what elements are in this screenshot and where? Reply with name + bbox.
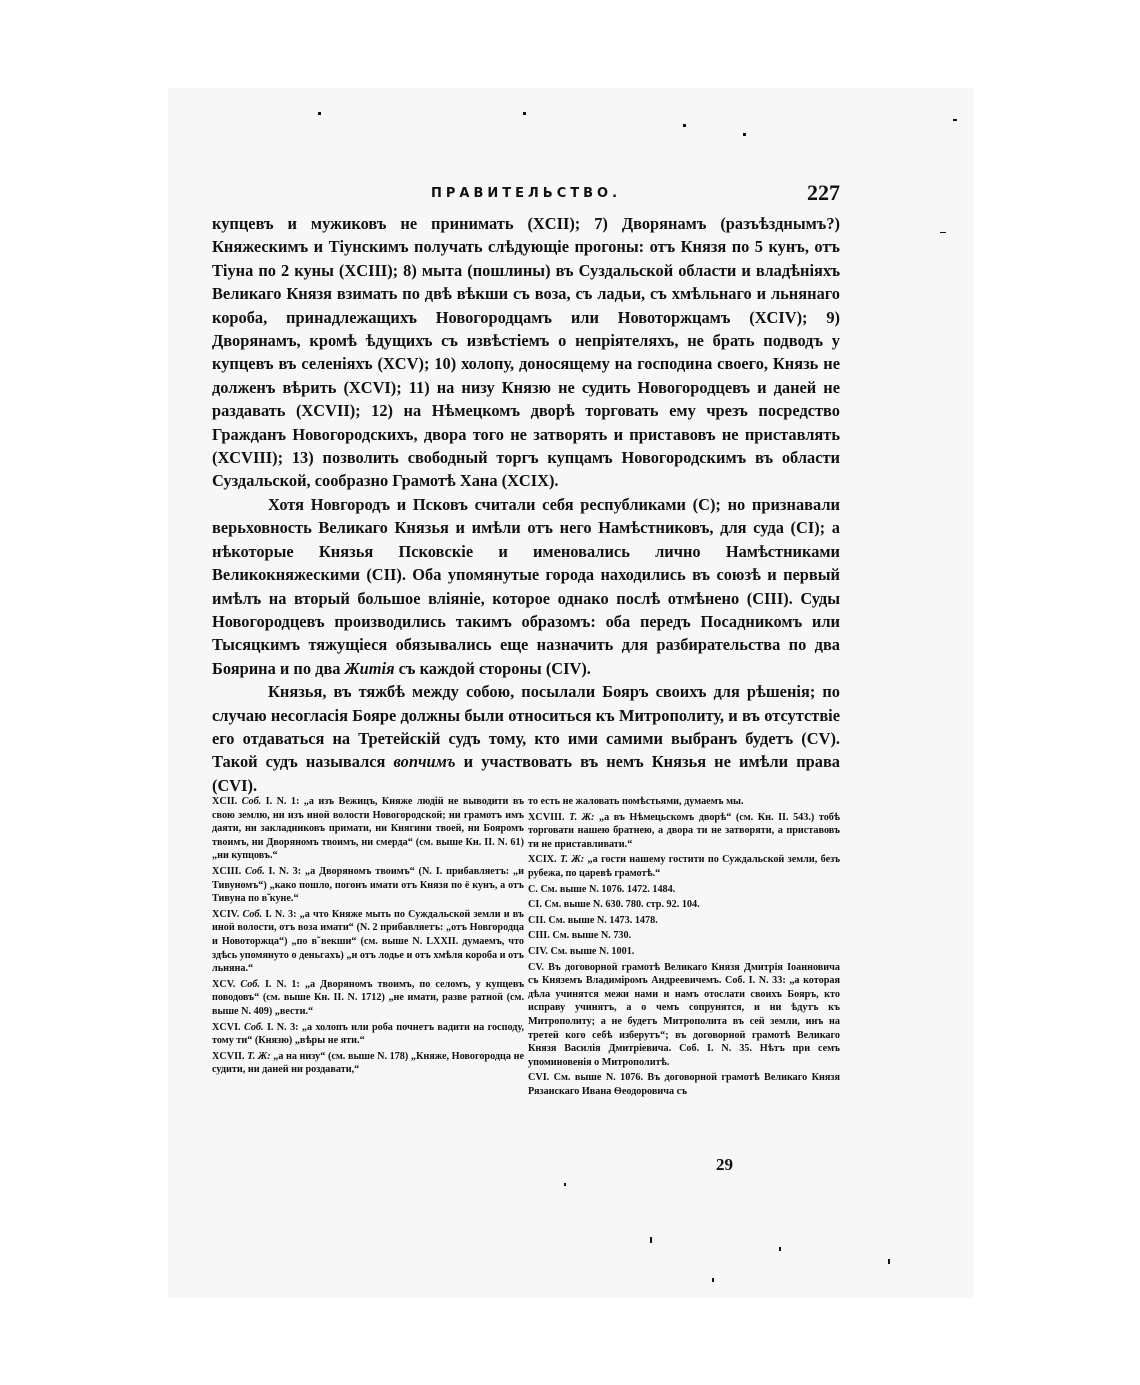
- footnote-text: I. N. 3: „а Дворяномъ твоимъ“ (N. I. прибавляетъ: „и Тивуномъ“) „како пошло, погонъ имати отъ Князя по ё кунъ, а отъ Тивуна по в̃ куне.“: [212, 865, 524, 905]
- footnote: [212, 865, 524, 906]
- footnote-source: Соб.: [241, 796, 262, 807]
- footnote: [528, 961, 840, 1070]
- footnote: [212, 908, 524, 976]
- footnote-text: „а на низу“ (см. выше N. 178) „Княже, Новогородца не судити, ни даней ни роздавати,“: [212, 1050, 524, 1076]
- footnote-text: то есть не жаловать помѣстьями, думаемъ мы.: [528, 796, 744, 807]
- footnote-text: I. N. 1: „а изъ Вежицъ, Княже людій не выводити въ свою землю, ни изъ иной волости Новогородской; ни грамотъ имъ даяти, ни закладниковъ примати, ни Княгини твоей, ни Бояромъ твоимъ, ни Дворяномъ твоимъ, ни смерда“ (см. выше Кн. II. N. 61) „ни купцовъ.“: [212, 796, 525, 862]
- scan-speck: [523, 112, 526, 115]
- paragraph-2-text-a: Хотя Новгородъ и Псковъ считали себя республиками (C); но признавали верьховность Великаго Князья и имѣли отъ него Намѣстниковъ, для суда (CI); а нѣкоторые Князья Псковскіе и именовались лично Намѣстниками Великокняжескими (CII). Оба упомянутые города находились въ союзѣ и первый имѣлъ на вторый большое вліяніе, которое однако послѣ отмѣнено (CIII). Суды Новогородцевъ производились такимъ образомъ: оба передъ Посадникомъ или Тысяцкимъ тяжущіеся обязывались еще назначить для разбирательства по два Боярина и по два: [212, 494, 840, 678]
- paragraph-3: [212, 680, 840, 797]
- footnote-number: CI.: [528, 899, 542, 911]
- paragraph-2: [212, 493, 840, 680]
- footnote: [528, 914, 840, 928]
- footnote-text: См. выше N. 1473. 1478.: [548, 914, 658, 926]
- paragraph-1: купцевъ и мужиковъ не принимать (XCII); 7) Дворянамъ (разъѣзднымъ?) Княжескимъ и Тіунскимъ получать слѣдующіе прогоны: отъ Князя по 5 кунъ, отъ Тіуна по 2 куны (XCIII); 8) мыта (пошлины) въ Суздальской области и владѣніяхъ Великаго Князя взимать по двѣ вѣкши съ воза, съ ладьи, съ хмѣльнаго и льнянаго короба, принадлежащихъ Новогородцамъ или Новоторжцамъ (XCIV); 9) Дворянамъ, кромѣ ѣдущихъ съ извѣстіемъ о непріятеляхъ, не брать подводъ у купцевъ въ селеніяхъ (XCV); 10) холопу, доносящему на господина своего, Князь не долженъ вѣрить (XCVI); 11) на низу Князю не судить Новогородцевъ и даней не раздавать (XCVII); 12) на Нѣмецкомъ дворѣ торговать ему чрезъ посредство Гражданъ Новогородскихъ, двора того не затворять и приставовъ не приставлять (XCVIII); 13) позволить свободный торгъ купцамъ Новогородскимъ въ области Суздальской, сообразно Грамотѣ Хана (XCIX).: [212, 214, 840, 491]
- footnote: [528, 945, 840, 959]
- footnote-source: Соб.: [240, 978, 260, 990]
- footnote-number: CIII.: [528, 930, 550, 942]
- paragraph-3-text-b: и участвовать въ немъ Князья не имѣли права (CVI).: [212, 752, 840, 795]
- footnotes-right-column: [528, 795, 840, 1100]
- paragraph-3-italic: вопчимъ: [393, 752, 456, 772]
- footnote-number: CV.: [528, 961, 544, 973]
- footnote-text: I. N. 3: „а что Княже мыть по Суждальской земли и въ иной волости, отъ воза имати“ (N. 2 прибавляетъ: „отъ Новгородца и Новоторжца“) „по в̃ векши“ (см. выше N. LXXII. думаемъ, что здѣсь упомянуто о деньгахъ) „и отъ лодье и отъ хмѣля короба и отъ льняна.“: [212, 908, 524, 975]
- signature-mark: 29: [716, 1155, 733, 1174]
- footnotes-left-column: [212, 795, 524, 1100]
- footnote-number: XCVI.: [212, 1021, 241, 1033]
- scan-speck: [940, 232, 946, 233]
- footnote: [528, 898, 840, 912]
- footnote-text: I. N. 1: „а Дворяномъ твоимъ, по селомъ, у купцевъ поводовъ“ (см. выше Кн. II. N. 1712) „не имати, разве ратной (см. выше N. 409) „вести.“: [212, 978, 525, 1017]
- footnote-number: CIV.: [528, 945, 548, 957]
- scan-speck: [318, 112, 321, 115]
- footnote-number: XCVII.: [212, 1050, 245, 1062]
- scan-speck: [888, 1259, 890, 1264]
- scan-speck: [712, 1278, 714, 1282]
- footnote-source: Т. Ж:: [569, 811, 595, 823]
- footnote: [212, 978, 524, 1019]
- footnote: [212, 795, 524, 863]
- scan-speck: [564, 1183, 566, 1186]
- footnote: [212, 1021, 524, 1048]
- footnote-source: Т. Ж:: [559, 854, 585, 866]
- footnote: [528, 811, 840, 852]
- footnote-number: XCIV.: [212, 908, 240, 920]
- footnote-number: XCVIII.: [528, 811, 565, 823]
- footnote-number: XCIX.: [528, 854, 557, 866]
- paragraph-2-italic: Житія: [344, 658, 395, 678]
- footnote: [528, 929, 840, 943]
- main-text: [212, 212, 840, 797]
- footnote-source: Т. Ж:: [247, 1050, 271, 1062]
- footnote-text: См. выше N. 630. 780. стр. 92. 104.: [544, 899, 700, 911]
- footnote-text: См. выше N. 730.: [552, 930, 632, 942]
- scan-speck: [683, 124, 686, 127]
- paragraph-3-text-a: Князья, въ тяжбѣ между собою, посылали Бояръ своихъ для рѣшенія; по случаю несогласія Бояре должны были относиться къ Митрополиту, и въ отсутствіе его отдаваться на Третейскій судъ тому, кто ими самими выбранъ будетъ (CV). Такой судъ назывался: [212, 682, 840, 772]
- footnote-number: XCV.: [212, 978, 236, 990]
- footnote-text: См. выше N. 1001.: [550, 945, 635, 957]
- footnote-text: I. N. 3: „а холопъ или роба почнетъ вадити на господу, тому ти“ (Князю) „вѣры не яти.“: [212, 1021, 525, 1047]
- page-number: 227: [807, 180, 840, 205]
- footnote-text: Въ договорной грамотѣ Великаго Князя Дмитрія Іоанновича съ Княземъ Владиміромъ Андреевичемъ. Соб. I. N. 33: „а которая дѣла учинятся межи нами и намъ отослати своихъ Бояръ, кто исправу учинятъ, а о чемъ сопрунятся, и ни ѣдутъ къ Митрополиту; а не будетъ Митрополита въ сей земли, инъ на третей кого себѣ изберутъ“; въ договорной грамотѣ Великаго Князя Василія Дмитріевича. Соб. I. N. 35. Нѣтъ при семъ упоминовенія о Митрополитѣ.: [528, 961, 841, 1068]
- scan-speck: [650, 1237, 652, 1243]
- scan-speck: [779, 1247, 781, 1251]
- footnote-text: См. выше N. 1076. Въ договорной грамотѣ Великаго Князя Рязанскаго Ивана Ѳеодоровича съ: [528, 1072, 840, 1097]
- footnote-number: XCIII.: [212, 865, 242, 877]
- running-head: ПРАВИТЕЛЬСТВО.: [430, 186, 622, 201]
- footnote: [528, 1071, 840, 1098]
- footnote-text: „а гости нашему гостити по Суждальской земли, безъ рубежа, по царевѣ грамотѣ.“: [528, 854, 841, 879]
- page-header: [212, 180, 840, 210]
- footnote-source: Соб.: [243, 1021, 264, 1033]
- footnotes: [212, 795, 840, 1100]
- scan-speck: [743, 133, 746, 136]
- footnote: [528, 795, 840, 809]
- footnote: [212, 1050, 524, 1077]
- footnote-number: XCII.: [212, 796, 238, 807]
- paragraph-2-text-b: съ каждой стороны (CIV).: [398, 658, 591, 678]
- footnote-number: CII.: [528, 914, 546, 926]
- footnote: [528, 853, 840, 880]
- footnote: [528, 883, 840, 897]
- footnote-text: См. выше N. 1076. 1472. 1484.: [540, 883, 676, 895]
- footnote-text: „а въ Нѣмецьскомъ дворѣ“ (см. Кн. II. 543.) тобѣ торговати нашею братнею, а двора ти не затворяти, а приставовъ ти не приставливати.“: [528, 811, 841, 850]
- footnote-source: Соб.: [245, 865, 265, 877]
- footnote-source: Соб.: [242, 908, 263, 920]
- footnote-number: CVI.: [528, 1072, 550, 1084]
- scan-speck: [953, 119, 957, 121]
- footnote-number: C.: [528, 883, 538, 895]
